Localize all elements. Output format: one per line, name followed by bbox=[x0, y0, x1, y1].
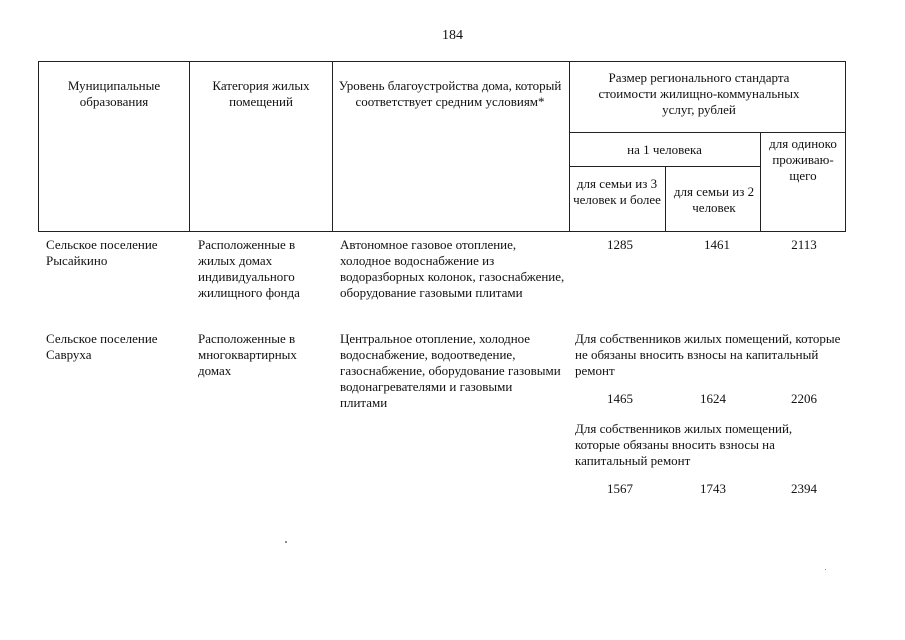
header-per-person: на 1 человека bbox=[627, 142, 702, 157]
row1-value-family2: 1461 bbox=[704, 237, 730, 252]
header-divider bbox=[569, 132, 845, 133]
row2-sub1-value-family3: 1465 bbox=[607, 391, 633, 406]
header-divider bbox=[665, 166, 666, 231]
scan-speck bbox=[285, 541, 287, 543]
row2-sub2-value-family2: 1743 bbox=[700, 481, 726, 496]
header-category: Категория жилых помещений bbox=[212, 78, 310, 109]
row2-note-no-capital-repair: Для собственников жилых помещений, которые не обязаны вносить взносы на капитальный ремонт bbox=[575, 331, 841, 378]
row1-amenities: Автономное газовое отопление, холодное водоснабжение из водоразборных колонок, газоснабжение, оборудование газовыми плитами bbox=[340, 237, 565, 300]
row2-sub2-value-family3: 1567 bbox=[607, 481, 633, 496]
row2-sub1-value-single: 2206 bbox=[791, 391, 817, 406]
header-family2: для семьи из 2 человек bbox=[673, 184, 755, 215]
page-number: 184 bbox=[442, 28, 463, 43]
row2-amenities: Центральное отопление, холодное водоснабжение, водоотведение, газоснабжение, оборудование газовыми водонагревателями и газовыми плитами bbox=[340, 331, 561, 410]
row1-value-family3: 1285 bbox=[607, 237, 633, 252]
row2-sub1-value-family2: 1624 bbox=[700, 391, 726, 406]
row1-category: Расположенные в жилых домах индивидуального жилищного фонда bbox=[198, 237, 300, 300]
header-family3: для семьи из 3 человек и более bbox=[573, 176, 661, 207]
header-divider bbox=[760, 132, 761, 231]
header-amenities: Уровень благоустройства дома, который соответствует средним условиям* bbox=[338, 78, 562, 109]
row2-municipality: Сельское поселение Савруха bbox=[46, 331, 158, 362]
row1-value-single: 2113 bbox=[791, 237, 817, 252]
row2-sub2-value-single: 2394 bbox=[791, 481, 817, 496]
header-standard-size: Размер регионального стандарта стоимости жилищно-коммунальных услуг, рублей bbox=[598, 70, 800, 117]
row1-municipality: Сельское поселение Рысайкино bbox=[46, 237, 158, 268]
row2-note-capital-repair: Для собственников жилых помещений, которые обязаны вносить взносы на капитальный ремонт bbox=[575, 421, 793, 468]
header-municipality: Муниципальные образования bbox=[67, 78, 161, 109]
scan-speck bbox=[825, 569, 826, 570]
header-single: для одиноко проживаю-щего bbox=[769, 136, 837, 183]
row2-category: Расположенные в многоквартирных домах bbox=[198, 331, 297, 378]
table-header bbox=[38, 61, 846, 232]
header-divider bbox=[332, 62, 333, 231]
header-divider bbox=[189, 62, 190, 231]
